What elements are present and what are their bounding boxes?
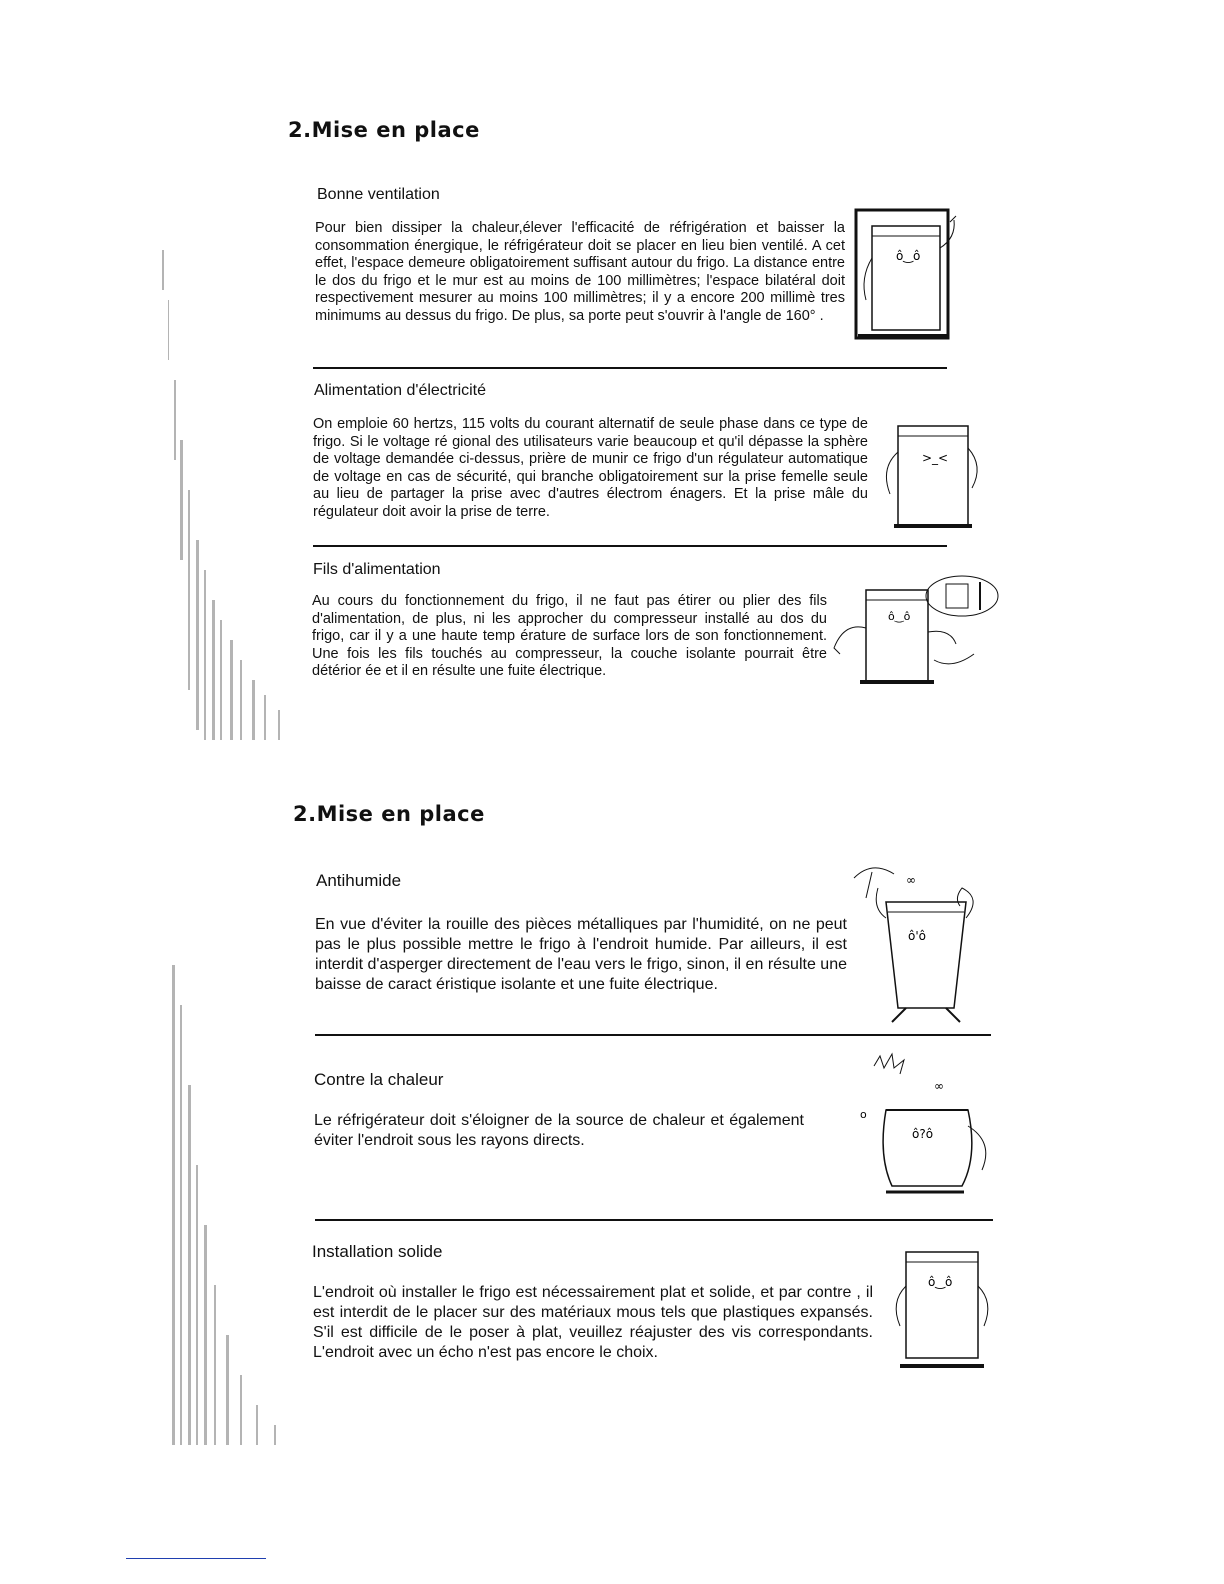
scan-noise-bottom <box>170 965 310 1455</box>
text-alimentation: On emploie 60 hertzs, 115 volts du courant alternatif de seule phase dans ce type de frigo. Si le voltage ré gional des utilisateurs varie beaucoup et qu'il dépasse la sphère de voltage demandée ci-dessus, prière de munir ce frigo d'un régulateur automatique de voltage en cas de sécurité, qui branche obligatoirement sur la prise femelle seule au lieu de partager la prise avec d'autres électrom énagers. Et la prise mâle du régulateur doit avoir la prise de terre. <box>313 416 868 520</box>
fridge-ventilation-illustration <box>852 208 970 343</box>
fridge-stable-illustration <box>886 1246 996 1374</box>
svg-text:ô'ô: ô'ô <box>908 929 926 943</box>
footer-rule <box>126 1558 266 1559</box>
text-antihumide: En vue d'éviter la rouille des pièces métalliques par l'humidité, on ne peut pas le plus possible mettre le frigo à l'endroit humide. Par ailleurs, il est interdit d'asperger directement de l'eau vers le frigo, sinon, il en résulte une baisse de caract éristique isolante et une fuite électrique. <box>315 916 847 993</box>
svg-text:ô?ô: ô?ô <box>912 1127 934 1141</box>
fridge-heat-illustration <box>856 1046 1004 1202</box>
divider <box>315 1219 993 1221</box>
page2-title: 2.Mise en place <box>293 802 485 826</box>
svg-text:o: o <box>860 1108 867 1121</box>
heading-fils: Fils d'alimentation <box>313 561 441 578</box>
text-bonne-ventilation: Pour bien dissiper la chaleur,élever l'efficacité de réfrigération et baisser la consommation énergique, le réfrigérateur doit se placer en lieu bien ventilé. A cet effet, l'espace demeure obligatoirement suffisant autour du frigo. La distance entre le dos du frigo et le mur est au moins de 100 millimètres; l'espace bilatéral doit respectivement mesurer au moins 100 millimètres; il y a encore 200 millimè tres minimums au dessus du frigo. De plus, sa porte peut s'ouvrir à l'angle de 160° . <box>315 220 845 324</box>
text-chaleur: Le réfrigérateur doit s'éloigner de la source de chaleur et également éviter l'endroit sous les rayons directs. <box>314 1112 804 1149</box>
svg-text:ô‿ô: ô‿ô <box>888 610 911 623</box>
text-installation: L'endroit où installer le frigo est nécessairement plat et solide, et par contre , il est interdit de le placer sur des matériaux mous tels que plastiques expansés. S'il est difficile de le poser à plat, veuillez réajuster des vis correspondants. L'endroit avec un écho n'est pas encore le choix. <box>313 1284 873 1361</box>
fridge-cord-illustration <box>830 572 1002 690</box>
divider <box>313 367 947 369</box>
svg-text:∞: ∞ <box>906 873 916 887</box>
page1-title: 2.Mise en place <box>288 118 480 142</box>
heading-antihumide: Antihumide <box>316 871 402 890</box>
scan-noise-top <box>160 240 310 750</box>
heading-chaleur: Contre la chaleur <box>314 1070 444 1089</box>
svg-text:ô‿ô: ô‿ô <box>896 249 921 263</box>
text-fils: Au cours du fonctionnement du frigo, il ne faut pas étirer ou plier des fils d'alimentation, de plus, ni les approcher du compresseur installé au dos du frigo, car il y a une haute temp érature de surface lors de son fonctionnement. Une fois les fils touchés au compresseur, la couche isolante pourrait être détérior ée et il en résulte une fuite électrique. <box>312 593 827 680</box>
svg-text:∞: ∞ <box>934 1079 944 1093</box>
divider <box>315 1034 991 1036</box>
svg-text:>_<: >_< <box>922 451 949 465</box>
heading-installation: Installation solide <box>312 1242 443 1261</box>
heading-bonne-ventilation: Bonne ventilation <box>317 186 440 203</box>
divider <box>313 545 947 547</box>
heading-alimentation: Alimentation d'électricité <box>314 382 487 399</box>
fridge-humidity-illustration <box>842 858 1000 1030</box>
svg-text:ô‿ô: ô‿ô <box>928 1275 953 1289</box>
fridge-electricity-illustration <box>874 418 982 536</box>
